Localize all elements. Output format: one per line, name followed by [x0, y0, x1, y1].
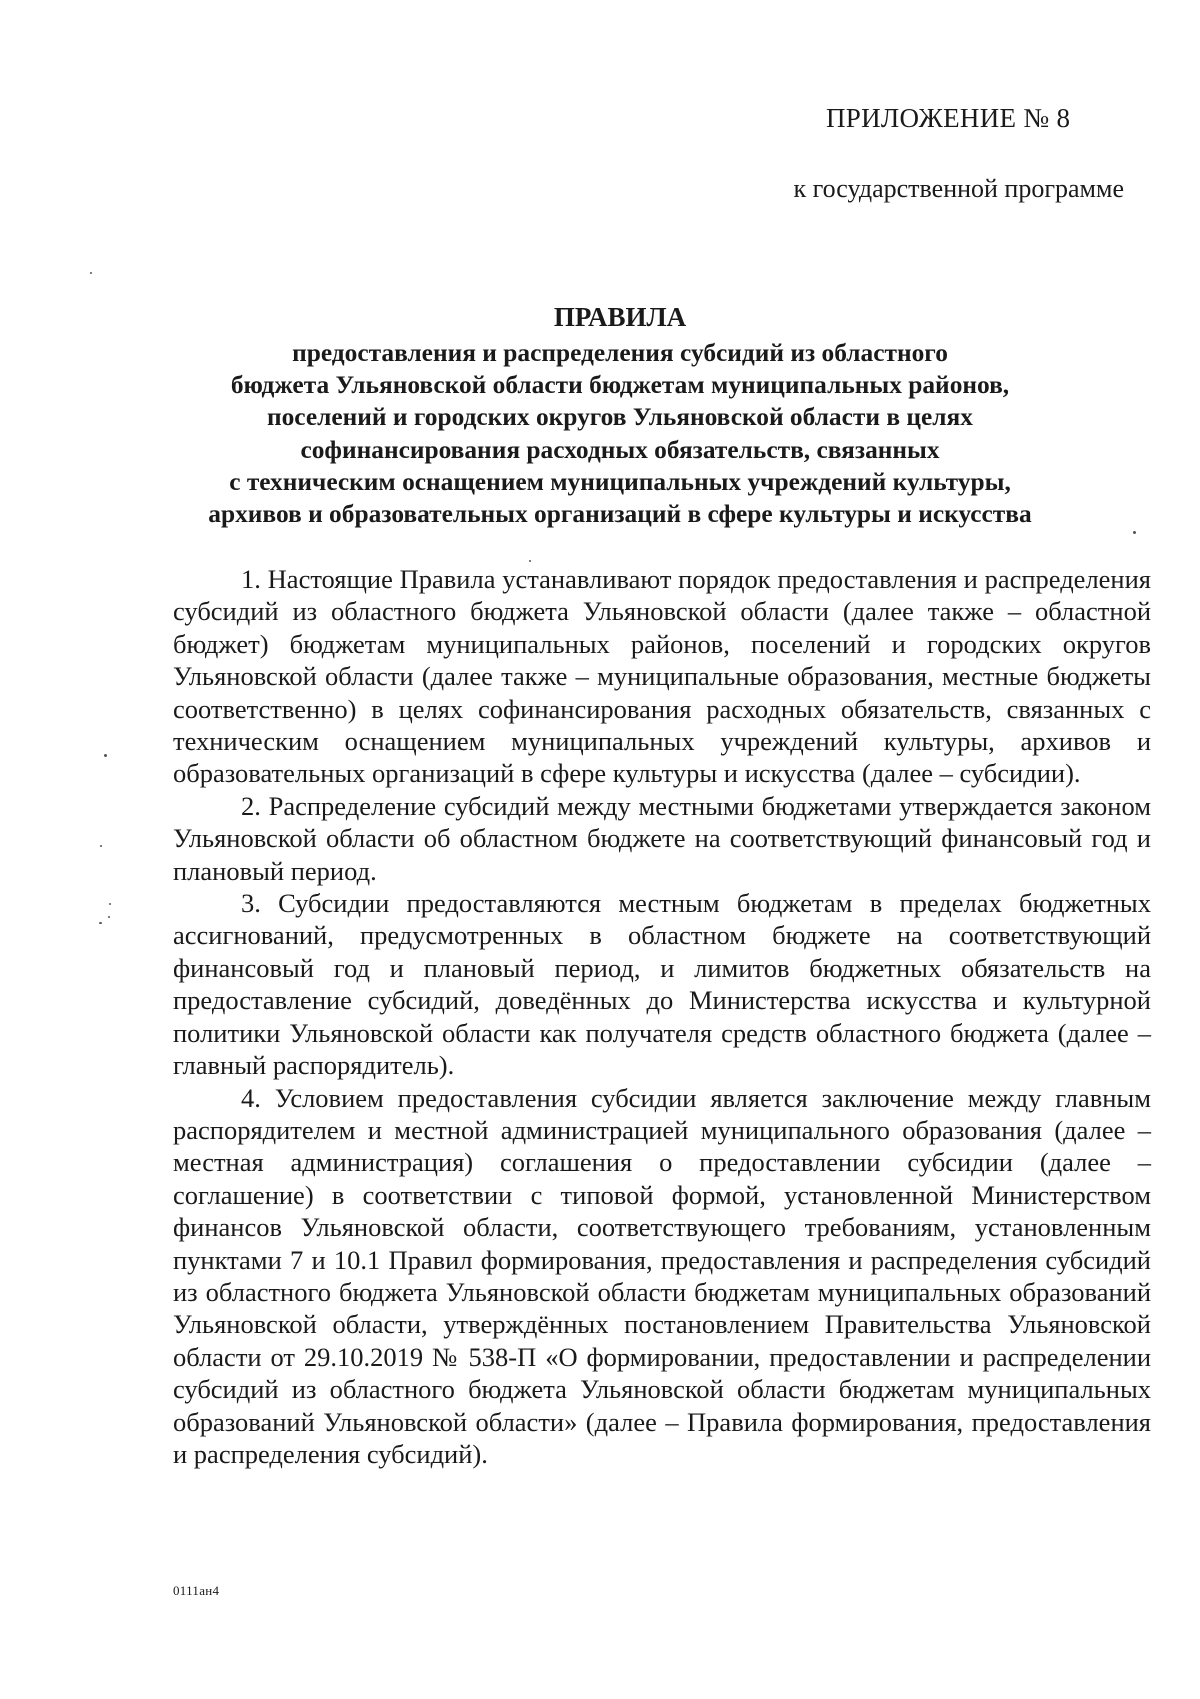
- paragraph-1: 1. Настоящие Правила устанавливают порядок предоставления и распределения субсидий из областного бюджета Ульяновской области (далее также – областной бюджет) бюджетам муниципальных районов, поселений и городских округов Ульяновской области (далее также – муниципальные образования, местные бюджеты соответственно) в целях софинансирования расходных обязательств, связанных с техническим оснащением муниципальных учреждений культуры, архивов и образовательных организаций в сфере культуры и искусства (далее – субсидии).: [173, 564, 1151, 789]
- rules-heading: ПРАВИЛА: [553, 302, 687, 332]
- appendix-title: ПРИЛОЖЕНИЕ № 8: [826, 103, 1071, 133]
- scan-speck: [104, 754, 107, 757]
- scan-speck: [1133, 531, 1136, 534]
- subtitle-line: бюджета Ульяновской области бюджетам муниципальных районов,: [230, 371, 1010, 400]
- scan-speck: [100, 845, 102, 847]
- paragraph-2: 2. Распределение субсидий между местными бюджетами утверждается законом Ульяновской области об областном бюджете на соответствующий финансовый год и плановый период.: [173, 790, 1151, 886]
- subtitle-line: с техническим оснащением муниципальных учреждений культуры,: [229, 467, 1011, 496]
- subtitle-line: софинансирования расходных обязательств, связанных: [300, 435, 940, 464]
- scan-speck: [90, 272, 92, 274]
- document-body: [173, 563, 1151, 1470]
- subtitle-line: архивов и образовательных организаций в сфере культуры и искусства: [208, 500, 1032, 529]
- scan-speck: [529, 560, 531, 562]
- document-code: 0111ан4: [173, 1583, 220, 1598]
- subtitle-line: поселений и городских округов Ульяновской области в целях: [266, 403, 973, 432]
- rules-subtitle: [150, 337, 1090, 530]
- paragraph-3: 3. Субсидии предоставляются местным бюджетам в пределах бюджетных ассигнований, предусмотренных в областном бюджете на соответствующий финансовый год и плановый период, и лимитов бюджетных обязательств на предоставление субсидий, доведённых до Министерства искусства и культурной политики Ульяновской области как получателя средств областного бюджета (далее – главный распорядитель).: [173, 888, 1151, 1081]
- scan-speck: [109, 903, 111, 905]
- scan-speck: [99, 922, 102, 924]
- paragraph-4: 4. Условием предоставления субсидии является заключение между главным распорядителем и местной администрацией муниципального образования (далее – местная администрация) соглашения о предоставлении субсидии (далее – соглашение) в соответствии с типовой формой, установленной Министерством финансов Ульяновской области, соответствующего требованиям, установленным пунктами 7 и 10.1 Правил формирования, предоставления и распределения субсидий из областного бюджета Ульяновской области бюджетам муниципальных образований Ульяновской области, утверждённых постановлением Правительства Ульяновской области от 29.10.2019 № 538-П «О формировании, предоставлении и распределении субсидий из областного бюджета Ульяновской области бюджетам муниципальных образований Ульяновской области» (далее – Правила формирования, предоставления и распределения субсидий).: [173, 1082, 1151, 1469]
- subtitle-line: предоставления и распределения субсидий из областного: [292, 339, 948, 367]
- scan-speck: [108, 916, 110, 918]
- appendix-subtitle: к государственной программе: [793, 174, 1124, 203]
